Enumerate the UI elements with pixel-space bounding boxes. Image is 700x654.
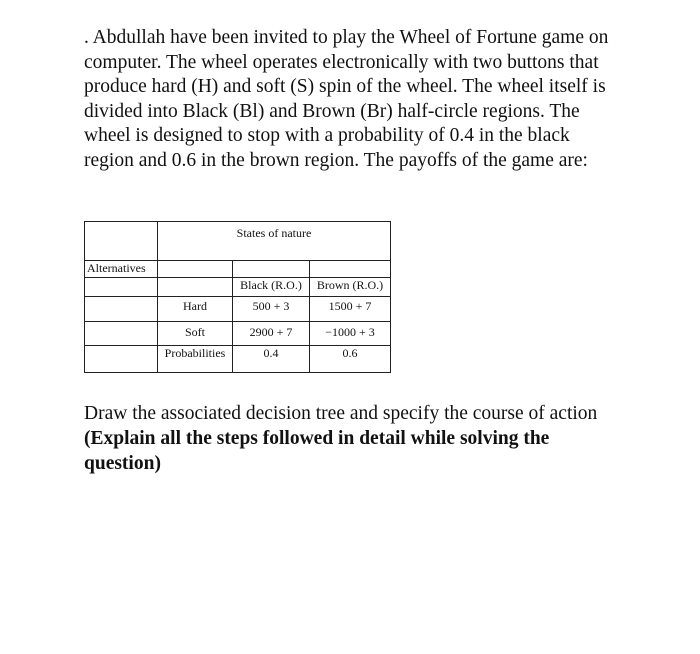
column-header-black: Black (R.O.) <box>233 278 310 297</box>
probability-brown: 0.6 <box>310 346 391 373</box>
payoff-hard-black: 500 + 3 <box>233 297 310 322</box>
task-section <box>84 401 624 476</box>
states-of-nature-header: States of nature <box>158 222 391 261</box>
alternatives-label: Alternatives <box>85 261 158 278</box>
row-label-hard: Hard <box>158 297 233 322</box>
problem-statement: . Abdullah have been invited to play the Wheel of Fortune game on computer. The wheel operates electronically with two buttons that produce hard (H) and soft (S) spin of the wheel. The wheel itself is divided into Black (Bl) and Brown (Br) half-circle regions. The wheel is designed to stop with a probability of 0.4 in the black region and 0.6 in the brown region. The payoffs of the game are: <box>84 27 609 171</box>
table-row <box>85 297 391 322</box>
table-cell-empty <box>158 278 233 297</box>
table-row <box>85 346 391 373</box>
probability-black: 0.4 <box>233 346 310 373</box>
table-cell-empty <box>85 222 158 261</box>
payoff-soft-brown: −1000 + 3 <box>310 322 391 346</box>
table-cell-empty <box>85 322 158 346</box>
row-label-soft: Soft <box>158 322 233 346</box>
column-header-brown: Brown (R.O.) <box>310 278 391 297</box>
table-cell-empty <box>85 346 158 373</box>
payoff-soft-black: 2900 + 7 <box>233 322 310 346</box>
task-text: Draw the associated decision tree and specify the course of action <box>84 403 598 424</box>
table-cell-empty <box>158 261 233 278</box>
payoff-table <box>84 221 391 373</box>
row-label-probabilities: Probabilities <box>158 346 233 373</box>
table-cell-empty <box>233 261 310 278</box>
payoff-hard-brown: 1500 + 7 <box>310 297 391 322</box>
instruction-text: (Explain all the steps followed in detail while solving the question) <box>84 428 550 474</box>
table-cell-empty <box>85 297 158 322</box>
table-row <box>85 322 391 346</box>
table-cell-empty <box>310 261 391 278</box>
table-cell-empty <box>85 278 158 297</box>
